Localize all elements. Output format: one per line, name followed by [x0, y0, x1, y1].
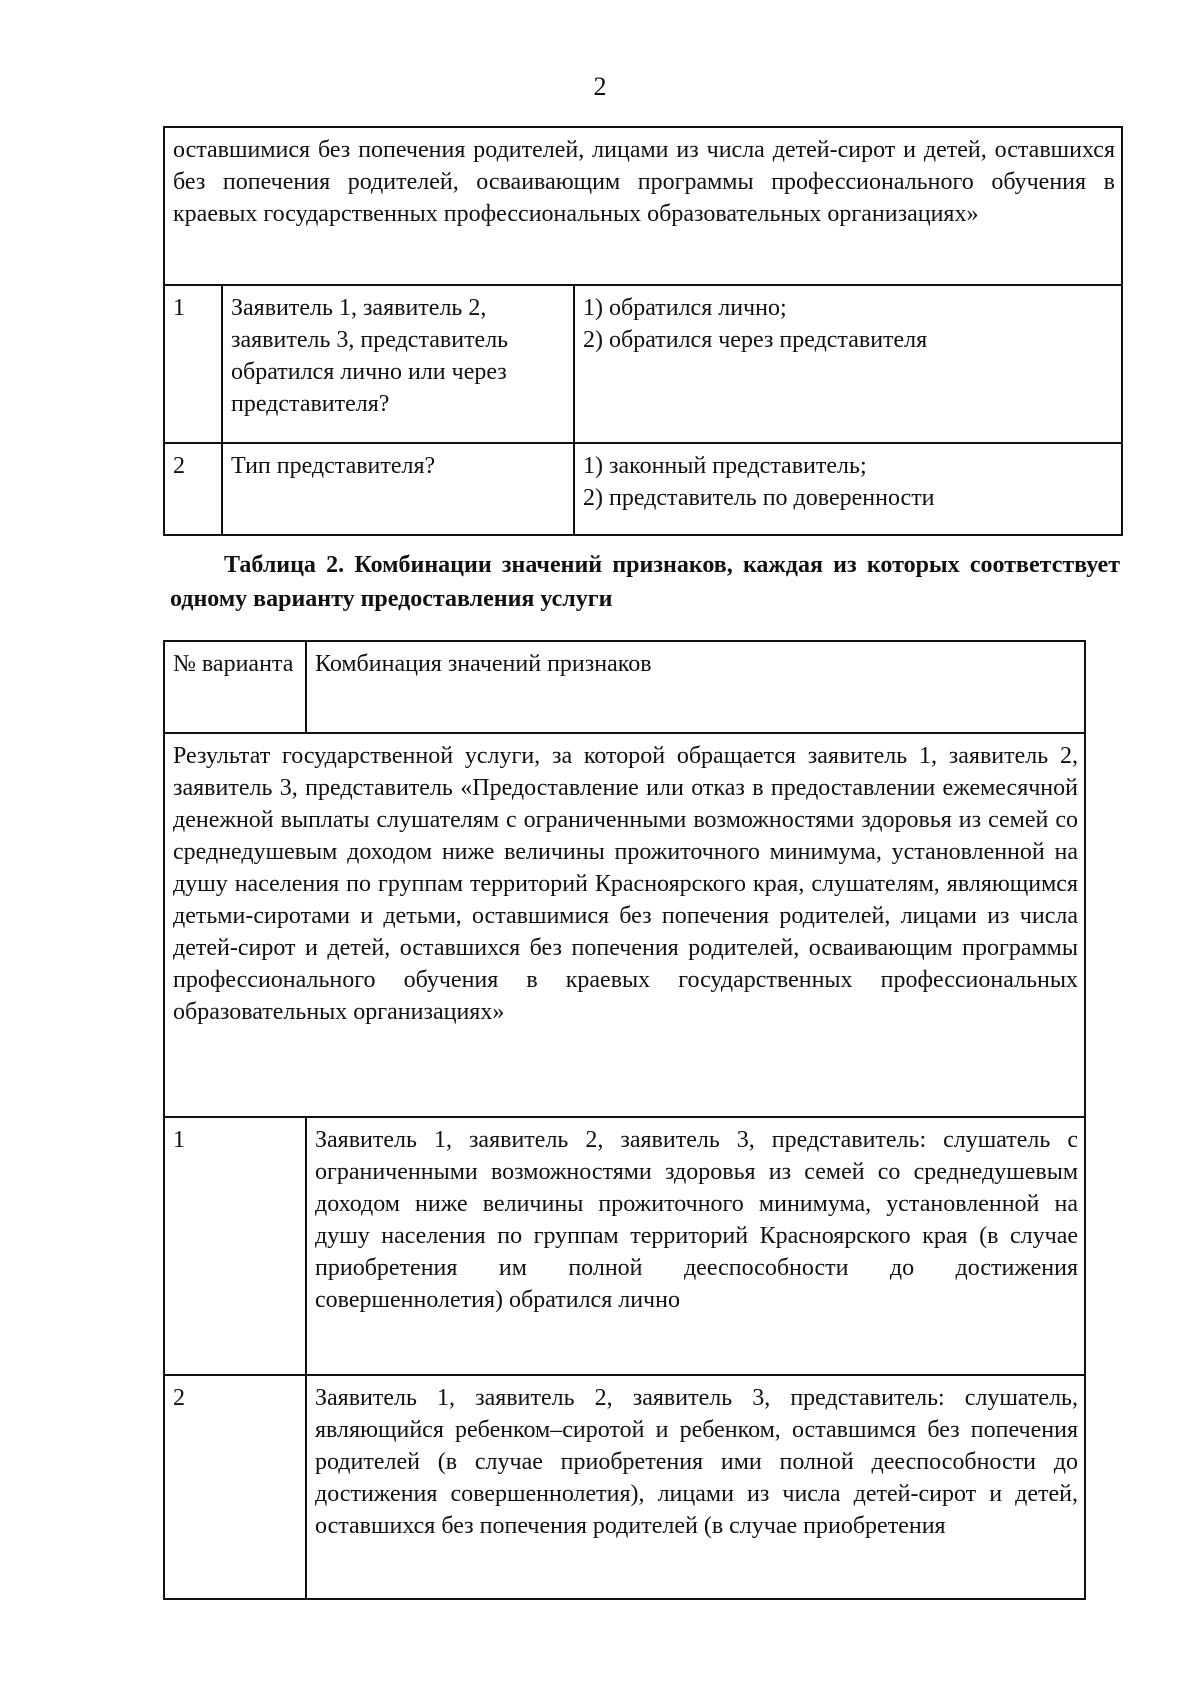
answer-option: 1) обратился лично; [583, 295, 787, 321]
criteria-row-answers [574, 285, 1122, 443]
service-result-text: Результат государственной услуги, за которой обращается заявитель 1, заявитель 2, заявитель 3, представитель «Предоставление или отказ в предоставлении ежемесячной денежной выплаты слушателям с ограниченными возможностями здоровья из семей со среднедушевым доходом ниже величины прожиточного минимума, установленной на душу населения по группам территорий Красноярского края, слушателям, являющимся детьми-сиротами и детьми, оставшимися без попечения родителей, лицами из числа детей-сирот и детей, оставшихся без попечения родителей, осваивающим программы профессионального обучения в краевых государственных профессиональных образовательных организациях» [164, 733, 1085, 1117]
criteria-row-number: 2 [164, 443, 222, 535]
variant-combination: Заявитель 1, заявитель 2, заявитель 3, представитель: слушатель с ограниченными возможностями здоровья из семей со среднедушевым доходом ниже величины прожиточного минимума, установленной на душу населения по группам территорий Красноярского края (в случае приобретения им полной дееспособности до достижения совершеннолетия) обратился лично [306, 1117, 1085, 1375]
page-number: 2 [593, 72, 607, 101]
answer-option: 2) представитель по доверенности [583, 485, 935, 511]
variant-number: 2 [164, 1375, 306, 1599]
table-header-row [164, 641, 1085, 733]
header-combination: Комбинация значений признаков [306, 641, 1085, 733]
criteria-row-answers [574, 443, 1122, 535]
variant-number: 1 [164, 1117, 306, 1375]
variant-combination: Заявитель 1, заявитель 2, заявитель 3, представитель: слушатель, являющийся ребенком–сиротой и ребенком, оставшимся без попечения родителей (в случае приобретения ими полной дееспособности до достижения совершеннолетия), лицами из числа детей-сирот и детей, оставшихся без попечения родителей (в случае приобретения [306, 1375, 1085, 1599]
criteria-row-question: Заявитель 1, заявитель 2, заявитель 3, представитель обратился лично или через представителя? [222, 285, 574, 443]
criteria-table-intro: оставшимися без попечения родителей, лицами из числа детей-сирот и детей, оставшихся без попечения родителей, осваивающим программы профессионального обучения в краевых государственных профессиональных образовательных организациях» [164, 127, 1122, 285]
criteria-row-number: 1 [164, 285, 222, 443]
combinations-table [163, 640, 1086, 1600]
table-row [164, 1375, 1085, 1599]
header-variant-number: № варианта [164, 641, 306, 733]
table-row [164, 1117, 1085, 1375]
criteria-row-question: Тип представителя? [222, 443, 574, 535]
answer-option: 1) законный представитель; [583, 453, 867, 479]
table-row [164, 443, 1122, 535]
table-row [164, 733, 1085, 1117]
criteria-table [163, 126, 1123, 536]
table-row [164, 285, 1122, 443]
answer-option: 2) обратился через представителя [583, 327, 928, 353]
table-2-title: Таблица 2. Комбинации значений признаков, каждая из которых соответствует одному варианту предоставления услуги [170, 552, 1120, 612]
